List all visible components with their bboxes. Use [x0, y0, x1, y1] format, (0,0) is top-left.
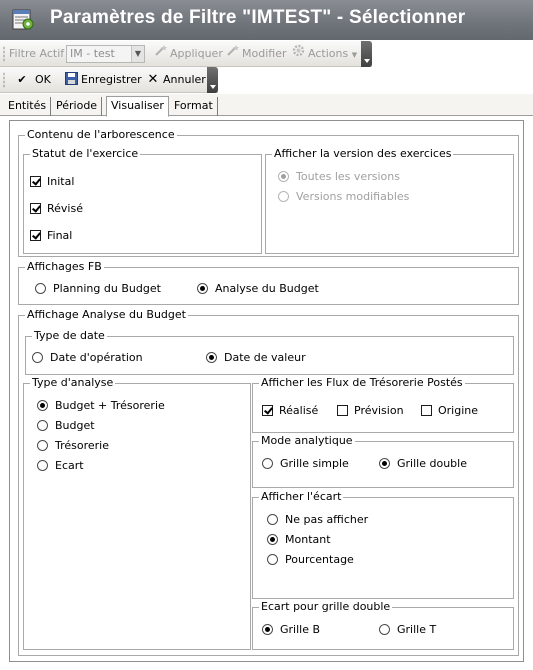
- flux-legend: Afficher les Flux de Trésorerie Postés: [261, 376, 463, 389]
- checkbox-box[interactable]: [30, 230, 41, 241]
- radio-button[interactable]: [37, 460, 48, 471]
- radio-button[interactable]: [35, 283, 46, 294]
- flux-realized-checkbox[interactable]: [262, 404, 318, 418]
- cancel-button[interactable]: [146, 67, 206, 93]
- flux-origin-checkbox[interactable]: [421, 404, 478, 418]
- radio-button[interactable]: [37, 400, 48, 411]
- toolbar-overflow-button[interactable]: [207, 67, 218, 93]
- radio-button[interactable]: [262, 624, 273, 635]
- radio-label: Grille T: [397, 623, 437, 636]
- radio-label: Budget + Trésorerie: [55, 399, 165, 412]
- magic-wand-icon: [225, 41, 239, 67]
- double-grid-variance-group: [252, 600, 514, 650]
- version-legend: Afficher la version des exercices: [274, 147, 452, 160]
- analysis-budget-treasury-radio[interactable]: [37, 399, 165, 413]
- variance-hide-radio[interactable]: [267, 513, 368, 527]
- save-label: Enregistrer: [81, 73, 142, 86]
- checkbox-box[interactable]: [30, 203, 41, 214]
- filter-toolbar: [0, 41, 372, 67]
- radio-button[interactable]: [267, 514, 278, 525]
- variance-percent-radio[interactable]: [267, 553, 354, 567]
- toolbar-overflow-button[interactable]: [361, 41, 372, 67]
- checkbox-label: Réalisé: [279, 404, 319, 417]
- budget-analysis-group: [18, 308, 519, 656]
- analytic-mode-legend: Mode analytique: [261, 434, 353, 447]
- checkbox-label: Prévision: [354, 404, 404, 417]
- actions-label: Actions: [308, 47, 349, 60]
- actions-menu-button[interactable]: [291, 41, 357, 67]
- checkbox-label: Origine: [438, 404, 479, 417]
- radio-button[interactable]: [267, 534, 278, 545]
- tab-visualiser[interactable]: Visualiser: [106, 96, 169, 117]
- radio-label: Grille simple: [280, 457, 349, 470]
- version-all-radio[interactable]: [278, 170, 400, 184]
- checkbox-box[interactable]: [30, 176, 41, 187]
- toolbar-grip[interactable]: [3, 72, 5, 88]
- analysis-budget-radio[interactable]: [37, 419, 95, 433]
- checkbox-box[interactable]: [337, 405, 348, 416]
- toolbar-grip[interactable]: [3, 46, 5, 62]
- checkbox-label: Final: [47, 229, 73, 242]
- radio-label: Versions modifiables: [296, 190, 410, 203]
- date-value-radio[interactable]: [206, 351, 306, 365]
- flux-forecast-checkbox[interactable]: [337, 404, 404, 418]
- date-type-group: [25, 329, 514, 375]
- checkmark-icon: ✔: [17, 73, 27, 86]
- settings-table-icon: [11, 7, 35, 31]
- tree-content-group: [18, 128, 519, 257]
- radio-button[interactable]: [278, 171, 289, 182]
- radio-button[interactable]: [37, 440, 48, 451]
- analysis-variance-radio[interactable]: [37, 459, 84, 473]
- radio-label: Ecart: [55, 459, 84, 472]
- tab-strip: [0, 94, 533, 116]
- window-title: Paramètres de Filtre "IMTEST" - Sélectionner: [50, 7, 466, 28]
- radio-label: Budget: [55, 419, 95, 432]
- cancel-label: Annuler: [163, 73, 206, 86]
- tab-entites[interactable]: Entités: [4, 97, 51, 116]
- budget-analysis-legend: Affichage Analyse du Budget: [27, 308, 186, 321]
- fb-planning-radio[interactable]: [35, 282, 161, 296]
- checkbox-label: Inital: [47, 175, 75, 188]
- double-grid-variance-legend: Ecart pour grille double: [261, 600, 391, 613]
- analysis-type-group: [23, 376, 251, 650]
- ok-button[interactable]: [15, 67, 51, 93]
- fb-display-group: [18, 260, 519, 305]
- date-operation-radio[interactable]: [32, 351, 143, 365]
- status-final-checkbox[interactable]: [30, 229, 72, 243]
- analysis-treasury-radio[interactable]: [37, 439, 109, 453]
- flux-group: [252, 376, 514, 433]
- active-filter-value: IM - test: [70, 47, 115, 60]
- checkbox-label: Révisé: [47, 202, 83, 215]
- radio-label: Trésorerie: [55, 439, 110, 452]
- radio-button[interactable]: [37, 420, 48, 431]
- dropdown-arrow-icon: ▼: [351, 51, 358, 59]
- radio-button[interactable]: [267, 554, 278, 565]
- date-type-legend: Type de date: [34, 329, 105, 342]
- radio-label: Date d'opération: [50, 351, 143, 364]
- radio-label: Grille B: [280, 623, 321, 636]
- radio-button[interactable]: [262, 458, 273, 469]
- checkbox-box[interactable]: [262, 405, 273, 416]
- variance-amount-radio[interactable]: [267, 533, 331, 547]
- fb-display-legend: Affichages FB: [27, 260, 102, 273]
- active-filter-select[interactable]: [66, 45, 145, 63]
- settings-panel: [9, 120, 524, 662]
- status-initial-checkbox[interactable]: [30, 175, 74, 189]
- status-revised-checkbox[interactable]: [30, 202, 83, 216]
- version-modifiable-radio[interactable]: [278, 190, 409, 204]
- radio-button[interactable]: [197, 283, 208, 294]
- radio-label: Grille double: [397, 457, 467, 470]
- tab-format[interactable]: Format: [170, 97, 218, 116]
- analytic-mode-group: [252, 434, 514, 488]
- command-toolbar: [0, 67, 218, 93]
- chevron-down-icon[interactable]: ▼: [131, 46, 144, 62]
- radio-label: Pourcentage: [285, 553, 354, 566]
- save-disk-icon: [64, 67, 78, 93]
- grid-b-radio[interactable]: [262, 623, 320, 637]
- grid-t-radio[interactable]: [379, 623, 436, 637]
- version-group: [265, 147, 514, 254]
- radio-label: Ne pas afficher: [285, 513, 369, 526]
- tree-content-legend: Contenu de l'arborescence: [27, 128, 175, 141]
- gear-icon: [291, 41, 305, 67]
- radio-button[interactable]: [379, 458, 390, 469]
- exercise-status-legend: Statut de l'exercice: [32, 147, 139, 160]
- radio-label: Planning du Budget: [53, 282, 161, 295]
- mode-double-grid-radio[interactable]: [379, 457, 467, 471]
- modify-button[interactable]: [225, 41, 286, 67]
- radio-button[interactable]: [32, 352, 43, 363]
- radio-button[interactable]: [206, 352, 217, 363]
- show-variance-legend: Afficher l'écart: [261, 490, 342, 503]
- exercise-status-group: [23, 147, 262, 254]
- radio-label: Montant: [285, 533, 331, 546]
- magic-wand-icon: [153, 41, 167, 67]
- analysis-type-legend: Type d'analyse: [32, 376, 114, 389]
- radio-label: Analyse du Budget: [215, 282, 319, 295]
- apply-button[interactable]: [153, 41, 223, 67]
- save-button[interactable]: [64, 67, 142, 93]
- tab-periode[interactable]: Période: [52, 97, 102, 116]
- radio-label: Date de valeur: [224, 351, 306, 364]
- checkbox-box[interactable]: [421, 405, 432, 416]
- radio-button[interactable]: [379, 624, 390, 635]
- ok-label: OK: [35, 73, 51, 86]
- show-variance-group: [252, 490, 514, 599]
- modify-label: Modifier: [242, 47, 287, 60]
- mode-simple-grid-radio[interactable]: [262, 457, 349, 471]
- close-icon: ✕: [147, 72, 159, 87]
- fb-analysis-radio[interactable]: [197, 282, 319, 296]
- title-bar: [0, 0, 533, 40]
- radio-label: Toutes les versions: [296, 170, 400, 183]
- radio-button[interactable]: [278, 191, 289, 202]
- active-filter-label: Filtre Actif: [9, 47, 65, 60]
- apply-label: Appliquer: [170, 47, 223, 60]
